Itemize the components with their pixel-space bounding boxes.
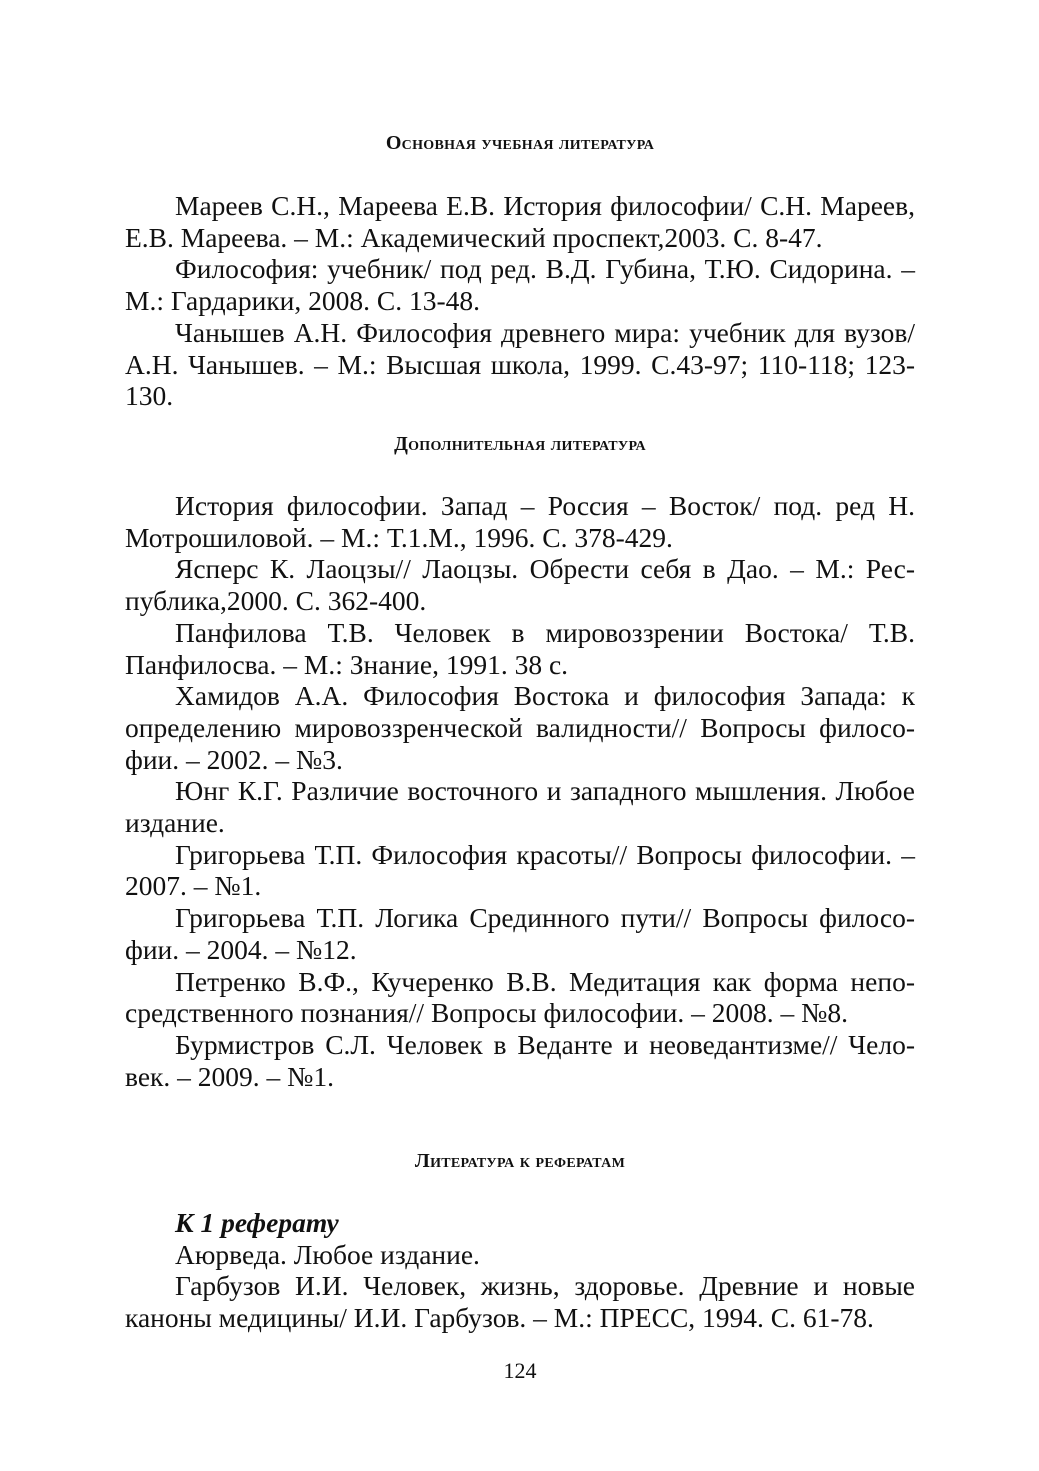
- list-item: Юнг К.Г. Различие восточного и западного мышления. Любое издание.: [125, 775, 915, 839]
- list-item: Ясперс К. Лаоцзы// Лаоцзы. Обрести себя в Дао. – М.: Республика,2000. С. 362-400.: [125, 553, 915, 617]
- list-item: Панфилова Т.В. Человек в мировоззрении Востока/ Т.В. Панфилосва. – М.: Знание, 1991. 38 с.: [125, 616, 915, 680]
- list-item: Аюрведа. Любое издание.: [175, 1238, 480, 1270]
- list-item: Философия: учебник/ под ред. В.Д. Губина, Т.Ю. Сидорина. – М.: Гардарики, 2008. С. 13-48.: [125, 253, 915, 317]
- list-item: Хамидов А.А. Философия Востока и философия Запада: к определению мировоззренческой валидности// Вопросы философии. – 2002. – №3.: [125, 680, 915, 775]
- reports-literature-list: [125, 1207, 915, 1334]
- main-literature-list: [125, 190, 915, 412]
- list-item: Бурмистров С.Л. Человек в Веданте и неоведантизме// Человек. – 2009. – №1.: [125, 1028, 915, 1092]
- list-item: Гарбузов И.И. Человек, жизнь, здоровье. Древние и новые каноны медицины/ И.И. Гарбузов. – М.: ПРЕСС, 1994. С. 61-78.: [125, 1270, 915, 1334]
- list-item: Петренко В.Ф., Кучеренко В.В. Медитация как форма непосредственного познания// Вопросы философии. – 2008. – №8.: [125, 965, 915, 1029]
- page-number: 124: [503, 1358, 537, 1383]
- list-item: Григорьева Т.П. Философия красоты// Вопросы философии. – 2007. – №1.: [125, 838, 915, 902]
- list-item: Мареев С.Н., Мареева Е.В. История философии/ С.Н. Мареев, Е.В. Мареева. – М.: Академический проспект,2003. С. 8-47.: [125, 190, 915, 253]
- report-subheading: К 1 реферату: [175, 1207, 339, 1238]
- list-item: Григорьева Т.П. Логика Срединного пути// Вопросы философии. – 2004. – №12.: [125, 902, 915, 965]
- main-literature-heading: Основная учебная литература: [385, 132, 655, 154]
- reports-literature-heading: Литература к рефератам: [414, 1150, 626, 1172]
- list-item: История философии. Запад – Россия – Восток/ под. ред Н. Мотрошиловой. – М.: Т.1.М., 1996. С. 378-429.: [125, 490, 915, 553]
- additional-literature-heading: Дополнительная литература: [394, 433, 646, 455]
- additional-literature-list: [125, 490, 915, 1092]
- list-item: Чанышев А.Н. Философия древнего мира: учебник для вузов/ А.Н. Чанышев. – М.: Высшая школа, 1999. С.43-97; 110-118; 123-130.: [125, 316, 915, 412]
